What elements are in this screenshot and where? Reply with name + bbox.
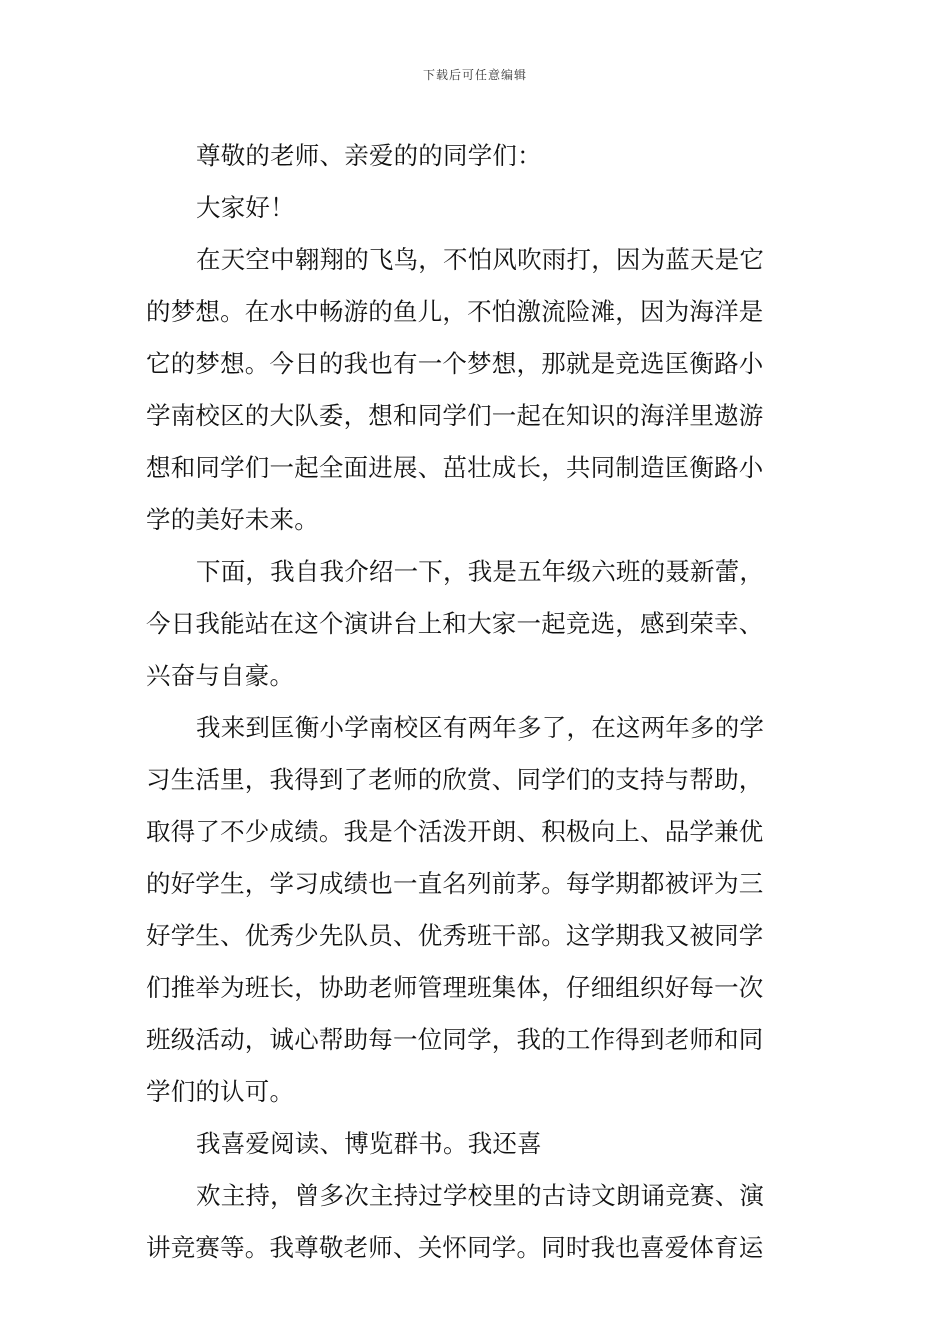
- text-line: 想和同学们一起全面进展、茁壮成长，共同制造匡衡路小: [146, 453, 764, 482]
- text-line: 欢主持，曾多次主持过学校里的古诗文朗诵竞赛、演: [196, 1181, 765, 1210]
- text-line: 兴奋与自豪。: [146, 661, 295, 690]
- text-line: 学们的认可。: [146, 1077, 295, 1106]
- text-line: 在天空中翱翔的飞鸟，不怕风吹雨打，因为蓝天是它: [196, 245, 765, 274]
- text-line: 们推举为班长，协助老师管理班集体，仔细组织好每一次: [146, 973, 764, 1002]
- document-body: [146, 130, 810, 1274]
- text-line: 的好学生，学习成绩也一直名列前茅。每学期都被评为三: [146, 869, 764, 898]
- text-line: 好学生、优秀少先队员、优秀班干部。这学期我又被同学: [146, 921, 764, 950]
- salutation-line: 尊敬的老师、亲爱的的同学们：: [196, 141, 542, 170]
- text-line: 班级活动，诚心帮助每一位同学，我的工作得到老师和同: [146, 1025, 764, 1054]
- text-line: 学的美好未来。: [146, 505, 319, 534]
- text-line: 的梦想。在水中畅游的鱼儿，不怕激流险滩，因为海洋是: [146, 297, 764, 326]
- text-line: 取得了不少成绩。我是个活泼开朗、积极向上、品学兼优: [146, 817, 764, 846]
- text-line: 习生活里，我得到了老师的欣赏、同学们的支持与帮助，: [146, 765, 764, 794]
- greeting-line: 大家好！: [196, 193, 295, 222]
- text-line: 我喜爱阅读、博览群书。我还喜: [196, 1129, 542, 1158]
- text-line: 讲竞赛等。我尊敬老师、关怀同学。同时我也喜爱体育运: [146, 1233, 764, 1262]
- text-line: 下面，我自我介绍一下，我是五年级六班的聂新蕾，: [196, 557, 765, 586]
- text-line: 它的梦想。今日的我也有一个梦想，那就是竞选匡衡路小: [146, 349, 764, 378]
- text-line: 我来到匡衡小学南校区有两年多了，在这两年多的学: [196, 713, 765, 742]
- text-line: 今日我能站在这个演讲台上和大家一起竞选，感到荣幸、: [146, 609, 764, 638]
- page-header-note: 下载后可任意编辑: [422, 68, 527, 82]
- text-line: 学南校区的大队委，想和同学们一起在知识的海洋里遨游: [146, 401, 764, 430]
